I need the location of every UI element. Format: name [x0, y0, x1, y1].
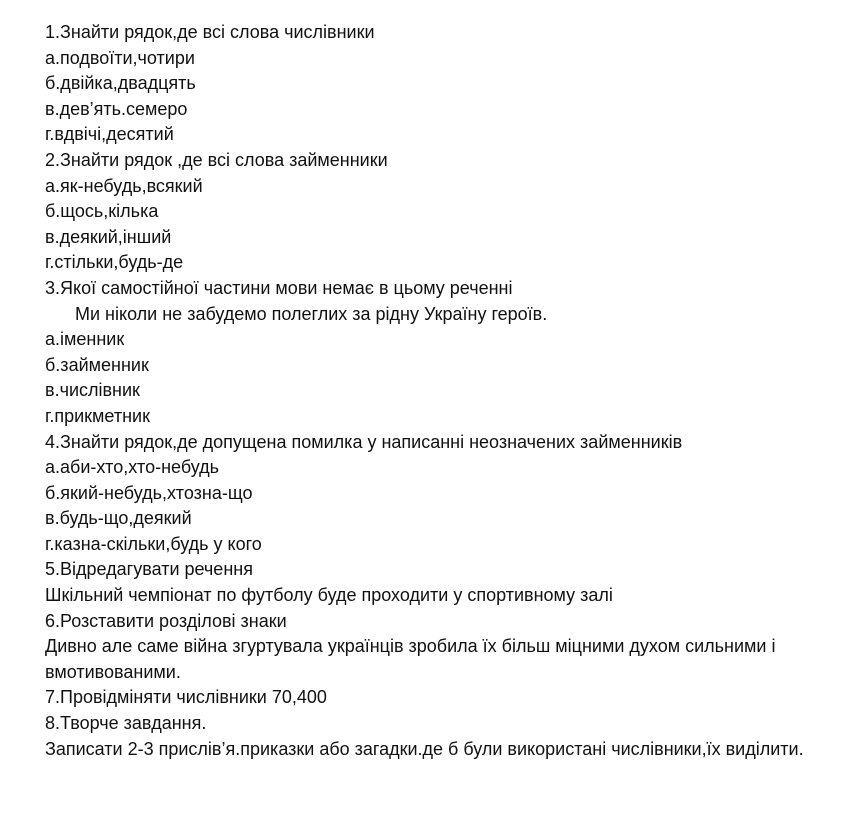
question-5-sentence: Шкільний чемпіонат по футболу буде проходити у спортивному залі	[45, 585, 613, 606]
question-3-option-b: б.займенник	[45, 354, 149, 375]
question-1-option-d: г.вдвічі,десятий	[45, 124, 174, 145]
question-1-option-a: а.подвоїти,чотири	[45, 47, 195, 68]
document-text	[45, 20, 835, 762]
question-4-prompt: 4.Знайти рядок,де допущена помилка у написанні неозначених займенників	[45, 431, 683, 452]
question-5-prompt: 5.Відредагувати речення	[45, 559, 253, 580]
question-8-prompt: 8.Творче завдання.	[45, 713, 207, 734]
question-6-sentence: Дивно але саме війна згуртувала українців зробила їх більш міцними духом сильними і вмотивованими.	[45, 636, 776, 682]
question-2-option-a: а.як-небудь,всякий	[45, 175, 203, 196]
question-1-option-b: б.двійка,двадцять	[45, 73, 196, 94]
question-2-option-b: б.щось,кілька	[45, 201, 159, 222]
question-3-option-d: г.прикметник	[45, 405, 150, 426]
question-3-prompt: 3.Якої самостійної частини мови немає в цьому реченні	[45, 277, 513, 298]
question-2-prompt: 2.Знайти рядок ,де всі слова займенники	[45, 149, 388, 170]
question-4-option-b: б.який-небудь,хтозна-що	[45, 482, 253, 503]
question-2-option-c: в.деякий,інший	[45, 226, 172, 247]
question-3-sentence: Ми ніколи не забудемо полеглих за рідну Україну героїв.	[75, 303, 548, 324]
question-3-option-a: а.іменник	[45, 329, 125, 350]
question-1-prompt: 1.Знайти рядок,де всі слова числівники	[45, 22, 375, 42]
question-3-option-c: в.числівник	[45, 380, 140, 401]
question-2-option-d: г.стільки,будь-де	[45, 252, 184, 273]
question-8-task: Записати 2-3 прислів’я.приказки або загадки.де б були використані числівники,їх виділити.	[45, 738, 804, 759]
question-1-option-c: в.дев’ять.семеро	[45, 98, 188, 119]
question-4-option-c: в.будь-що,деякий	[45, 508, 192, 529]
question-6-prompt: 6.Розставити розділові знаки	[45, 610, 287, 631]
question-7-prompt: 7.Провідміняти числівники 70,400	[45, 687, 327, 708]
question-4-option-a: а.аби-хто,хто-небудь	[45, 457, 220, 478]
question-4-option-d: г.казна-скільки,будь у кого	[45, 533, 262, 554]
